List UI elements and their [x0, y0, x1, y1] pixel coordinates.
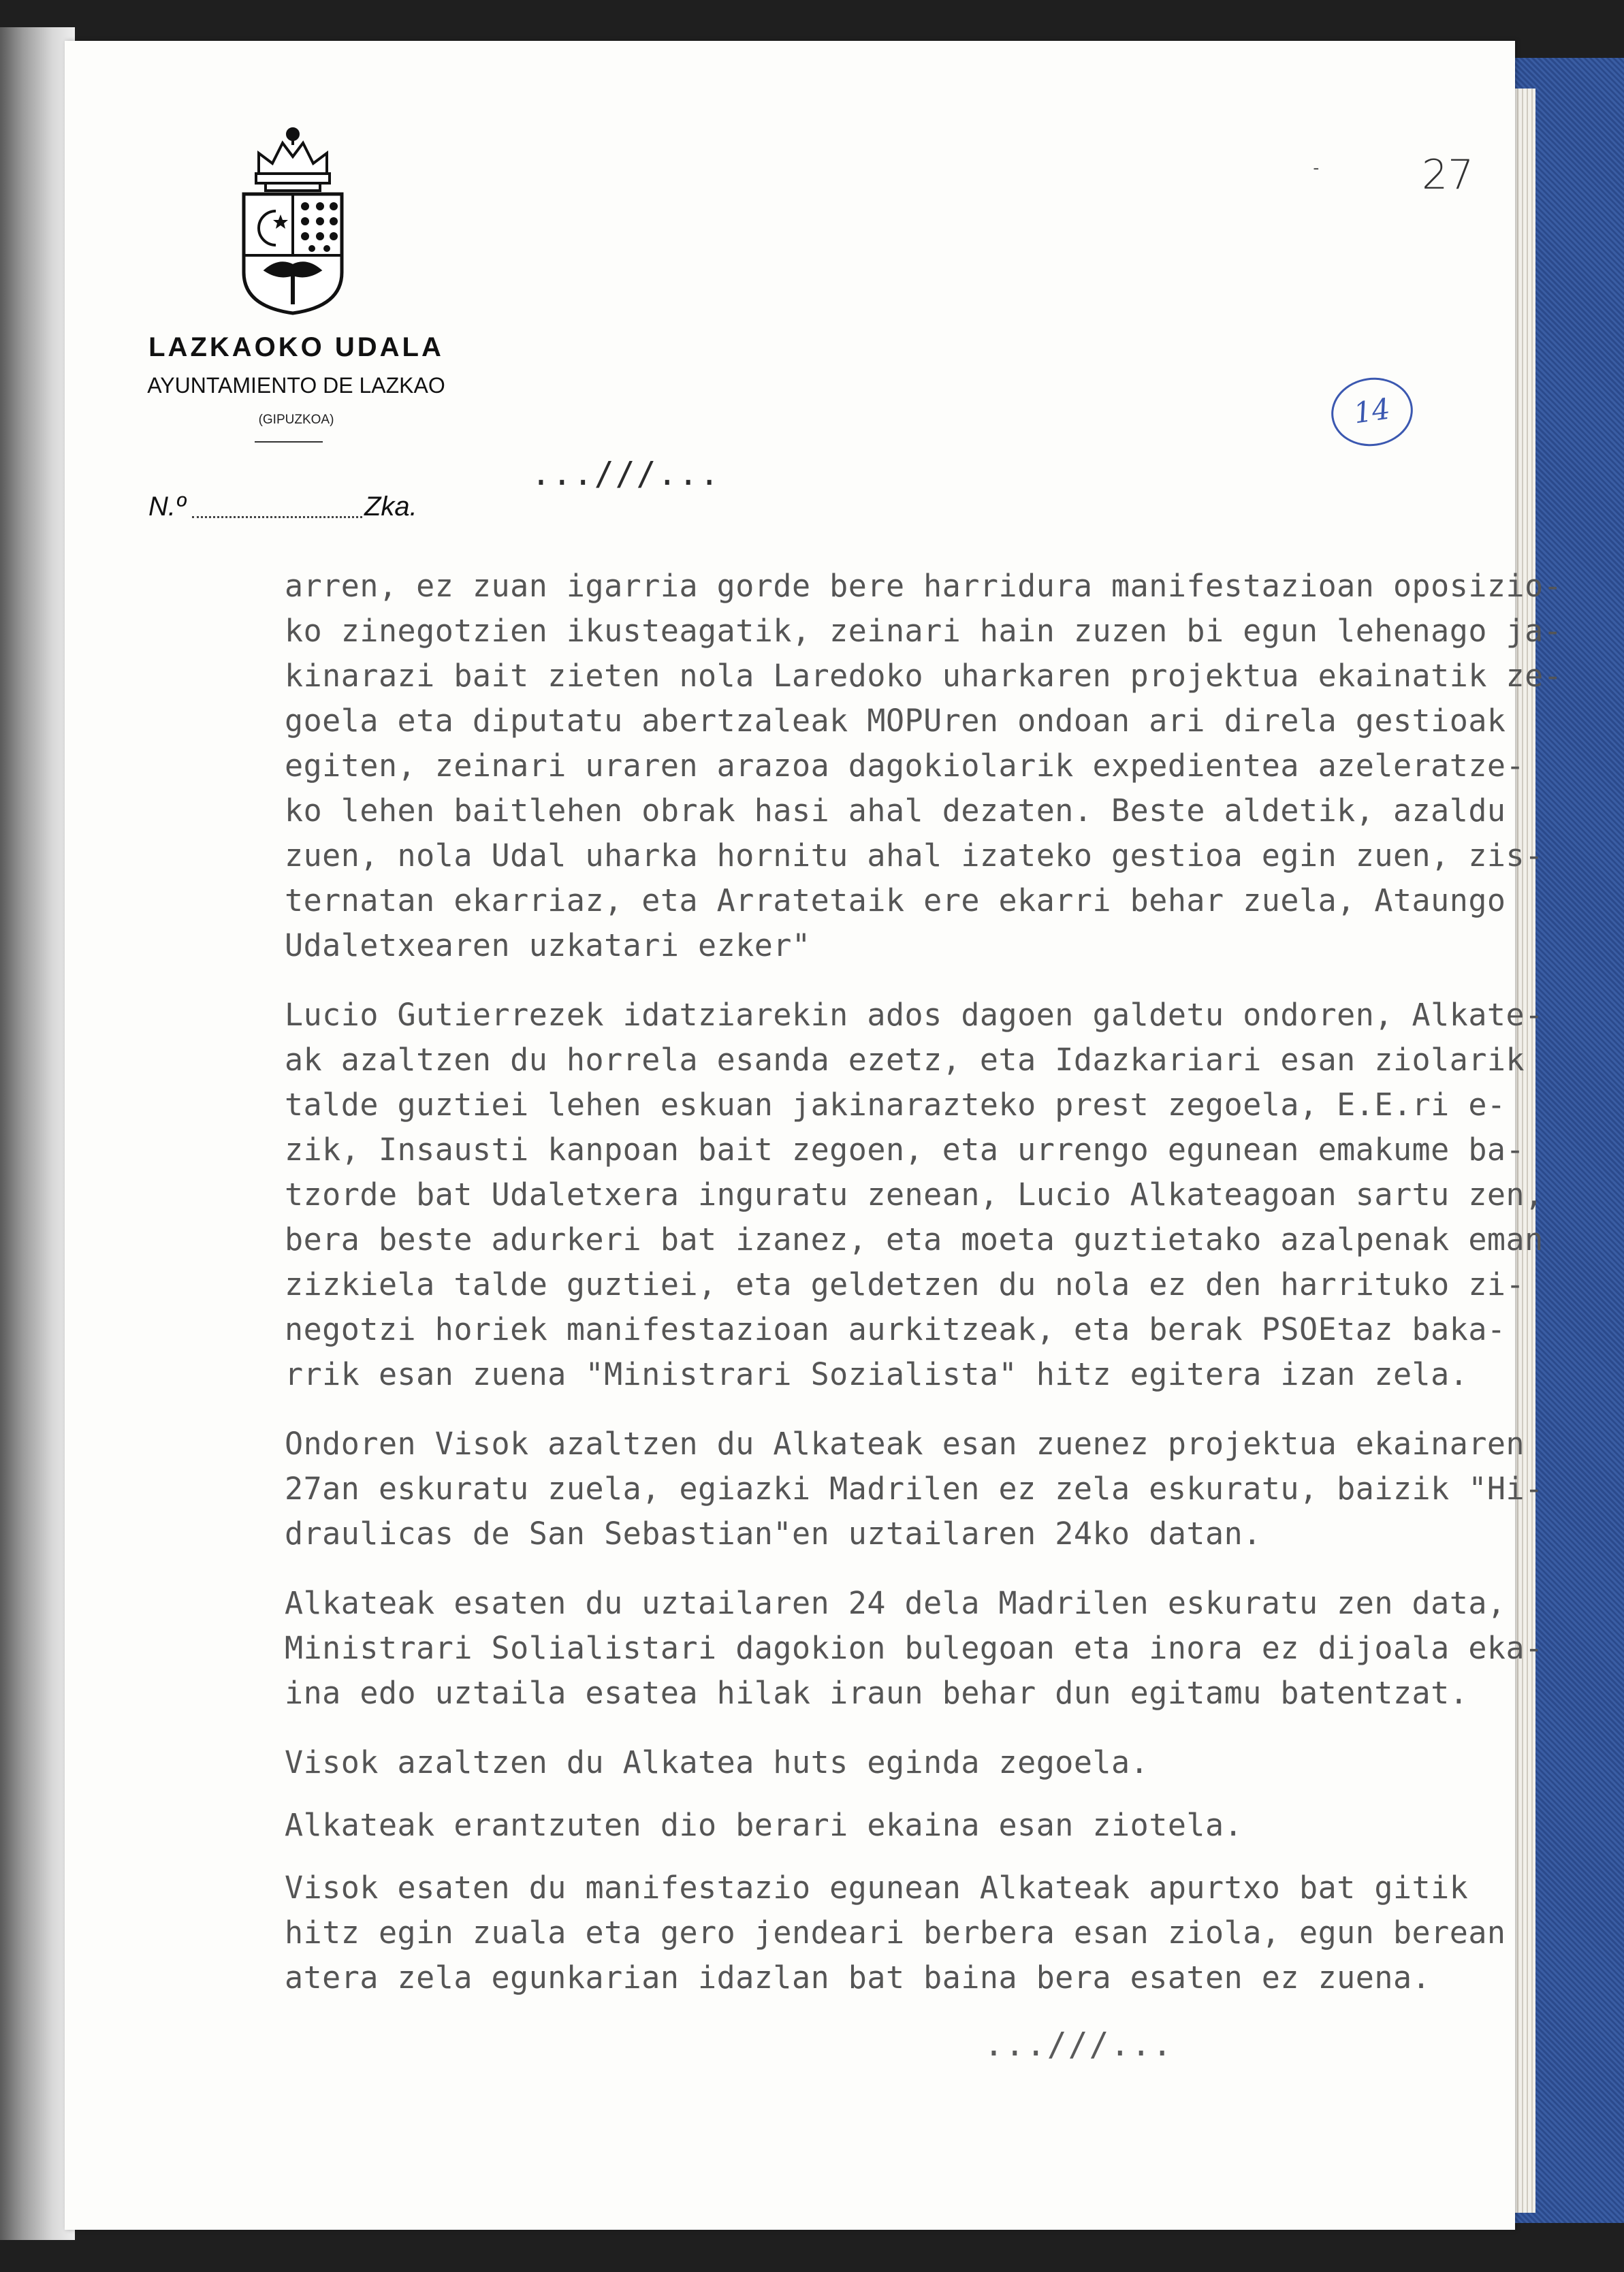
paragraph-2	[285, 993, 1544, 1397]
page-number: 27	[1422, 151, 1474, 199]
text-line: Alkateak erantzuten dio berari ekaina esan ziotela.	[285, 1807, 1243, 1843]
paragraph-3	[285, 1422, 1544, 1556]
text-line: 27an eskuratu zuela, egiazki Madrilen ez zela eskuratu, baizik "Hi-	[285, 1471, 1544, 1507]
margin-tick-mark: -	[1311, 158, 1322, 178]
text-line: Ondoren Visok azaltzen du Alkateak esan zuenez projektua ekainaren	[285, 1426, 1525, 1462]
text-line: negotzi horiek manifestazioan aurkitzeak, eta berak PSOEtaz baka-	[285, 1311, 1506, 1347]
top-separator: ...///...	[531, 455, 721, 493]
text-line: ternatan ekarriaz, eta Arratetaik ere ekarri behar zuela, Ataungo	[285, 882, 1506, 918]
text-line: Udaletxearen uzkatari ezker"	[285, 927, 811, 963]
bottom-separator: ...///...	[984, 2026, 1174, 2064]
province-label: (GIPUZKOA)	[258, 413, 334, 427]
text-line: kinarazi bait zieten nola Laredoko uharkaren projektua ekainatik ze-	[285, 658, 1563, 694]
text-line: ko zinegotzien ikusteagatik, zeinari hain zuzen bi egun lehenago ja-	[285, 613, 1563, 649]
text-line: Visok azaltzen du Alkatea huts eginda zegoela.	[285, 1744, 1149, 1780]
text-line: ko lehen baitlehen obrak hasi ahal dezaten. Beste aldetik, azaldu	[285, 793, 1506, 829]
text-line: ina edo uztaila esatea hilak iraun behar dun egitamu batentzat.	[285, 1675, 1469, 1711]
text-line: ak azaltzen du horrela esanda ezetz, eta Idazkariari esan ziolarik	[285, 1042, 1525, 1078]
text-line: Visok esaten du manifestazio egunean Alkateak apurtxo bat gitik	[285, 1870, 1469, 1906]
org-name-basque: LAZKAOKO UDALA	[148, 332, 444, 362]
facing-page-edge	[0, 27, 75, 2240]
number-field-dotted-line	[192, 516, 362, 518]
number-label: N.º	[148, 492, 186, 522]
paragraph-6	[285, 1803, 1524, 1848]
org-name-spanish: AYUNTAMIENTO DE LAZKAO	[147, 373, 445, 398]
text-line: goela eta diputatu abertzaleak MOPUren ondoan ari direla gestioak	[285, 703, 1506, 739]
text-line: arren, ez zuan igarria gorde bere harridura manifestazioan oposizio-	[285, 568, 1563, 604]
text-line: zuen, nola Udal uharka hornitu ahal izateko gestioa egin zuen, zis-	[285, 837, 1544, 874]
paragraph-1	[285, 564, 1563, 968]
text-line: egiten, zeinari uraren arazoa dagokiolarik expedientea azeleratze-	[285, 748, 1525, 784]
text-line: Alkateak esaten du uztailaren 24 dela Madrilen eskuratu zen data,	[285, 1585, 1506, 1621]
text-line: Lucio Gutierrezek idatziarekin ados dagoen galdetu ondoren, Alkate-	[285, 997, 1544, 1033]
text-line: atera zela egunkarian idazlan bat baina bera esaten ez zuena.	[285, 1959, 1431, 1996]
text-line: rrik esan zuena "Ministrari Sozialista" hitz egitera izan zela.	[285, 1356, 1469, 1392]
document-body	[285, 564, 1563, 2000]
text-line: draulicas de San Sebastian"en uztailaren 24ko datan.	[285, 1516, 1262, 1552]
text-line: Ministrari Solialistari dagokion bulegoan eta inora ez dijoala eka-	[285, 1630, 1544, 1666]
paragraph-7	[285, 1866, 1524, 2000]
paragraph-4	[285, 1581, 1544, 1716]
header-divider	[255, 441, 323, 443]
text-line: talde guztiei lehen eskuan jakinarazteko prest zegoela, E.E.ri e-	[285, 1087, 1506, 1123]
text-line: hitz egin zuala eta gero jendeari berbera esan ziola, egun berean	[285, 1915, 1506, 1951]
paragraph-5	[285, 1740, 1524, 1785]
text-line: bera beste adurkeri bat izanez, eta moeta guztietako azalpenak eman	[285, 1221, 1544, 1258]
zka-label: Zka.	[364, 492, 417, 522]
text-line: zizkiela talde guztiei, eta geldetzen du nola ez den harrituko zi-	[285, 1266, 1525, 1302]
text-line: zik, Insausti kanpoan bait zegoen, eta urrengo egunean emakume ba-	[285, 1132, 1525, 1168]
crowned-shield-coat-of-arms-icon	[238, 126, 347, 317]
handwritten-circled-number: 14	[1327, 372, 1418, 451]
text-line: tzorde bat Udaletxera inguratu zenean, Lucio Alkateagoan sartu zen,	[285, 1177, 1544, 1213]
